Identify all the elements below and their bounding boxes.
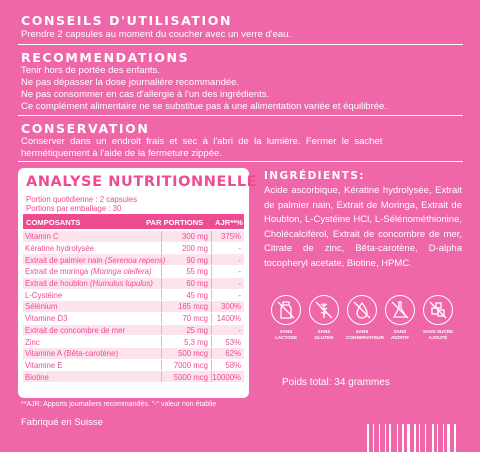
recommendation-line: Ne pas dépasser la dose journalière recommandée. [21, 77, 240, 88]
component-latin-name: (Serenoa repens) [104, 255, 166, 265]
table-row [23, 313, 244, 324]
badge-no-lactose [270, 295, 302, 340]
table-row [23, 266, 244, 277]
ajr-footnote: **AJR: Apports journaliers recommandés. "-" valeur non établie [21, 401, 217, 408]
component-ajr: 53% [225, 337, 241, 347]
component-ajr: - [238, 325, 241, 335]
component-amount: 45 mg [186, 290, 208, 300]
table-row [23, 348, 244, 359]
recommendation-line: Ne pas consommer en cas d'allergie à l'un des ingrédients. [21, 89, 270, 100]
component-amount: 60 mg [186, 279, 208, 289]
component-ajr: - [238, 243, 241, 253]
total-weight: Poids total: 34 grammes [282, 377, 390, 388]
component-ajr: - [238, 267, 241, 277]
badge-no-gluten [308, 295, 340, 340]
nutrition-title: ANALYSE NUTRITIONNELLE [26, 174, 258, 190]
component-name: Extrait de concombre de mer [25, 325, 126, 335]
table-row [23, 325, 244, 336]
component-amount: 5000 mcg [173, 372, 208, 382]
portion-daily: Portion quotidienne : 2 capsules [26, 195, 137, 204]
no-sugar-icon [428, 300, 448, 320]
barcode-bar [425, 424, 426, 452]
component-ajr: - [238, 255, 241, 265]
component-name: Extrait de moringa (Moringa oleifera) [25, 267, 152, 277]
table-row [23, 278, 244, 289]
table-row [23, 371, 244, 382]
component-name: L-Cystéine [25, 290, 63, 300]
barcode-bar [432, 424, 434, 452]
barcode [367, 424, 473, 452]
badge-label: SANS LACTOSE [275, 329, 297, 340]
component-amount: 200 mg [181, 243, 208, 253]
table-row [23, 360, 244, 371]
divider [18, 115, 463, 116]
barcode-bar [407, 424, 410, 452]
table-row [23, 301, 244, 312]
component-amount: 5,3 mg [184, 337, 208, 347]
component-ajr: - [238, 290, 241, 300]
barcode-bar [414, 424, 416, 452]
barcode-bar [379, 424, 380, 452]
table-row [23, 336, 244, 347]
component-amount: 70 mcg [182, 314, 208, 324]
component-ajr: - [238, 279, 241, 289]
nutrition-panel [18, 168, 258, 398]
component-ajr: 62% [225, 349, 241, 359]
component-name: Vitamin C [25, 232, 59, 242]
recommendation-line: Ce complément alimentaire ne se substitue pas à une alimentation variée et équilibrée. [21, 101, 387, 112]
component-ajr: 1400% [216, 314, 241, 324]
badge-no-sugar [422, 295, 454, 340]
table-row [23, 231, 244, 242]
divider [18, 44, 463, 45]
no-additive-icon [390, 300, 410, 320]
barcode-bar [397, 424, 398, 452]
component-latin-name: (Moringa oleifera) [90, 267, 152, 277]
component-amount: 55 mg [186, 267, 208, 277]
component-amount: 25 mg [186, 325, 208, 335]
badge-label: SANS CONSERVATEUR [346, 329, 384, 340]
component-latin-name: (Humulus lupulus) [90, 279, 153, 289]
component-amount: 165 mcg [178, 302, 208, 312]
badge-label: SANS GLUTEN [314, 329, 334, 340]
barcode-bar [385, 424, 386, 452]
header-per-portion: PAR PORTIONS [146, 218, 204, 227]
component-name: Sélénium [25, 302, 58, 312]
portions-pack: Portions par emballage : 30 [26, 204, 122, 213]
conservation-line: hermétiquement à l'aide de la fermeture zippée. [21, 148, 222, 159]
barcode-bar [447, 424, 450, 452]
barcode-bar [373, 424, 374, 452]
ingredients-text: Acide ascorbique, Kératine hydrolysée, Extrait de palmier nain, Extrait de Moringa, Extrait de Houblon, L-Cystéine HCl, L-Sélénométhionine, Cholécalciférol, Extrait de concombre de mer, Citrate de zinc, Bêta-carotène, D-alpha tocopheryl acetate, Biotine, HPMC. [264, 185, 462, 269]
component-amount: 500 mcg [178, 349, 208, 359]
barcode-bar [437, 424, 438, 452]
header-component: COMPOSANTS [26, 218, 81, 227]
component-name: Extrait de houblon (Humulus lupulus) [25, 279, 153, 289]
component-ajr: 10000% [212, 372, 241, 382]
component-name: Kératine hydrolysée [25, 243, 94, 253]
usage-title: CONSEILS D'UTILISATION [21, 13, 233, 28]
conservation-text [21, 136, 382, 160]
ingredients-title: INGRÉDIENTS: [264, 170, 365, 182]
component-name: Vitamine E [25, 360, 63, 370]
barcode-bar [419, 424, 420, 452]
barcode-bar [402, 424, 404, 452]
component-name: Extrait de palmier nain (Serenoa repens) [25, 255, 166, 265]
component-ajr: 58% [225, 360, 241, 370]
component-name: Vitamine D3 [25, 314, 68, 324]
header-ajr: AJR**% [215, 218, 243, 227]
no-preservative-icon [352, 300, 372, 320]
barcode-bar [367, 424, 369, 452]
table-header [23, 214, 244, 229]
recommendation-line: Tenir hors de portée des enfants. [21, 65, 160, 76]
recommendations-text [21, 65, 387, 113]
component-ajr: 300% [221, 302, 241, 312]
component-ajr: 375% [221, 232, 241, 242]
badge-label: SANS SUCRE AJOUTÉ [422, 329, 454, 340]
badge-no-preservative [346, 295, 384, 340]
component-name: Vitamine A (Bêta-carotène) [25, 349, 119, 359]
component-amount: 7000 mcg [173, 360, 208, 370]
conservation-line: Conserver dans un endroit frais et sec à l'abri de la lumière. Fermer le sachet [21, 136, 383, 147]
component-amount: 300 mg [181, 232, 208, 242]
component-amount: 90 mg [186, 255, 208, 265]
badge-label: SANS ADDITIF [390, 329, 410, 340]
component-name: Zinc [25, 337, 40, 347]
no-lactose-icon [276, 300, 296, 320]
usage-text: Prendre 2 capsules au moment du coucher avec un verre d'eau. [21, 29, 292, 40]
barcode-bar [389, 424, 391, 452]
component-name: Biotine [25, 372, 49, 382]
recommendations-title: RECOMMENDATIONS [21, 50, 190, 65]
no-gluten-icon [314, 300, 334, 320]
table-row [23, 254, 244, 265]
divider [18, 161, 463, 162]
table-row [23, 290, 244, 301]
barcode-bar [454, 424, 456, 452]
badge-no-additive [384, 295, 416, 340]
table-row [23, 243, 244, 254]
conservation-title: CONSERVATION [21, 121, 150, 136]
made-in: Fabriqué en Suisse [21, 417, 103, 428]
barcode-bar [443, 424, 444, 452]
